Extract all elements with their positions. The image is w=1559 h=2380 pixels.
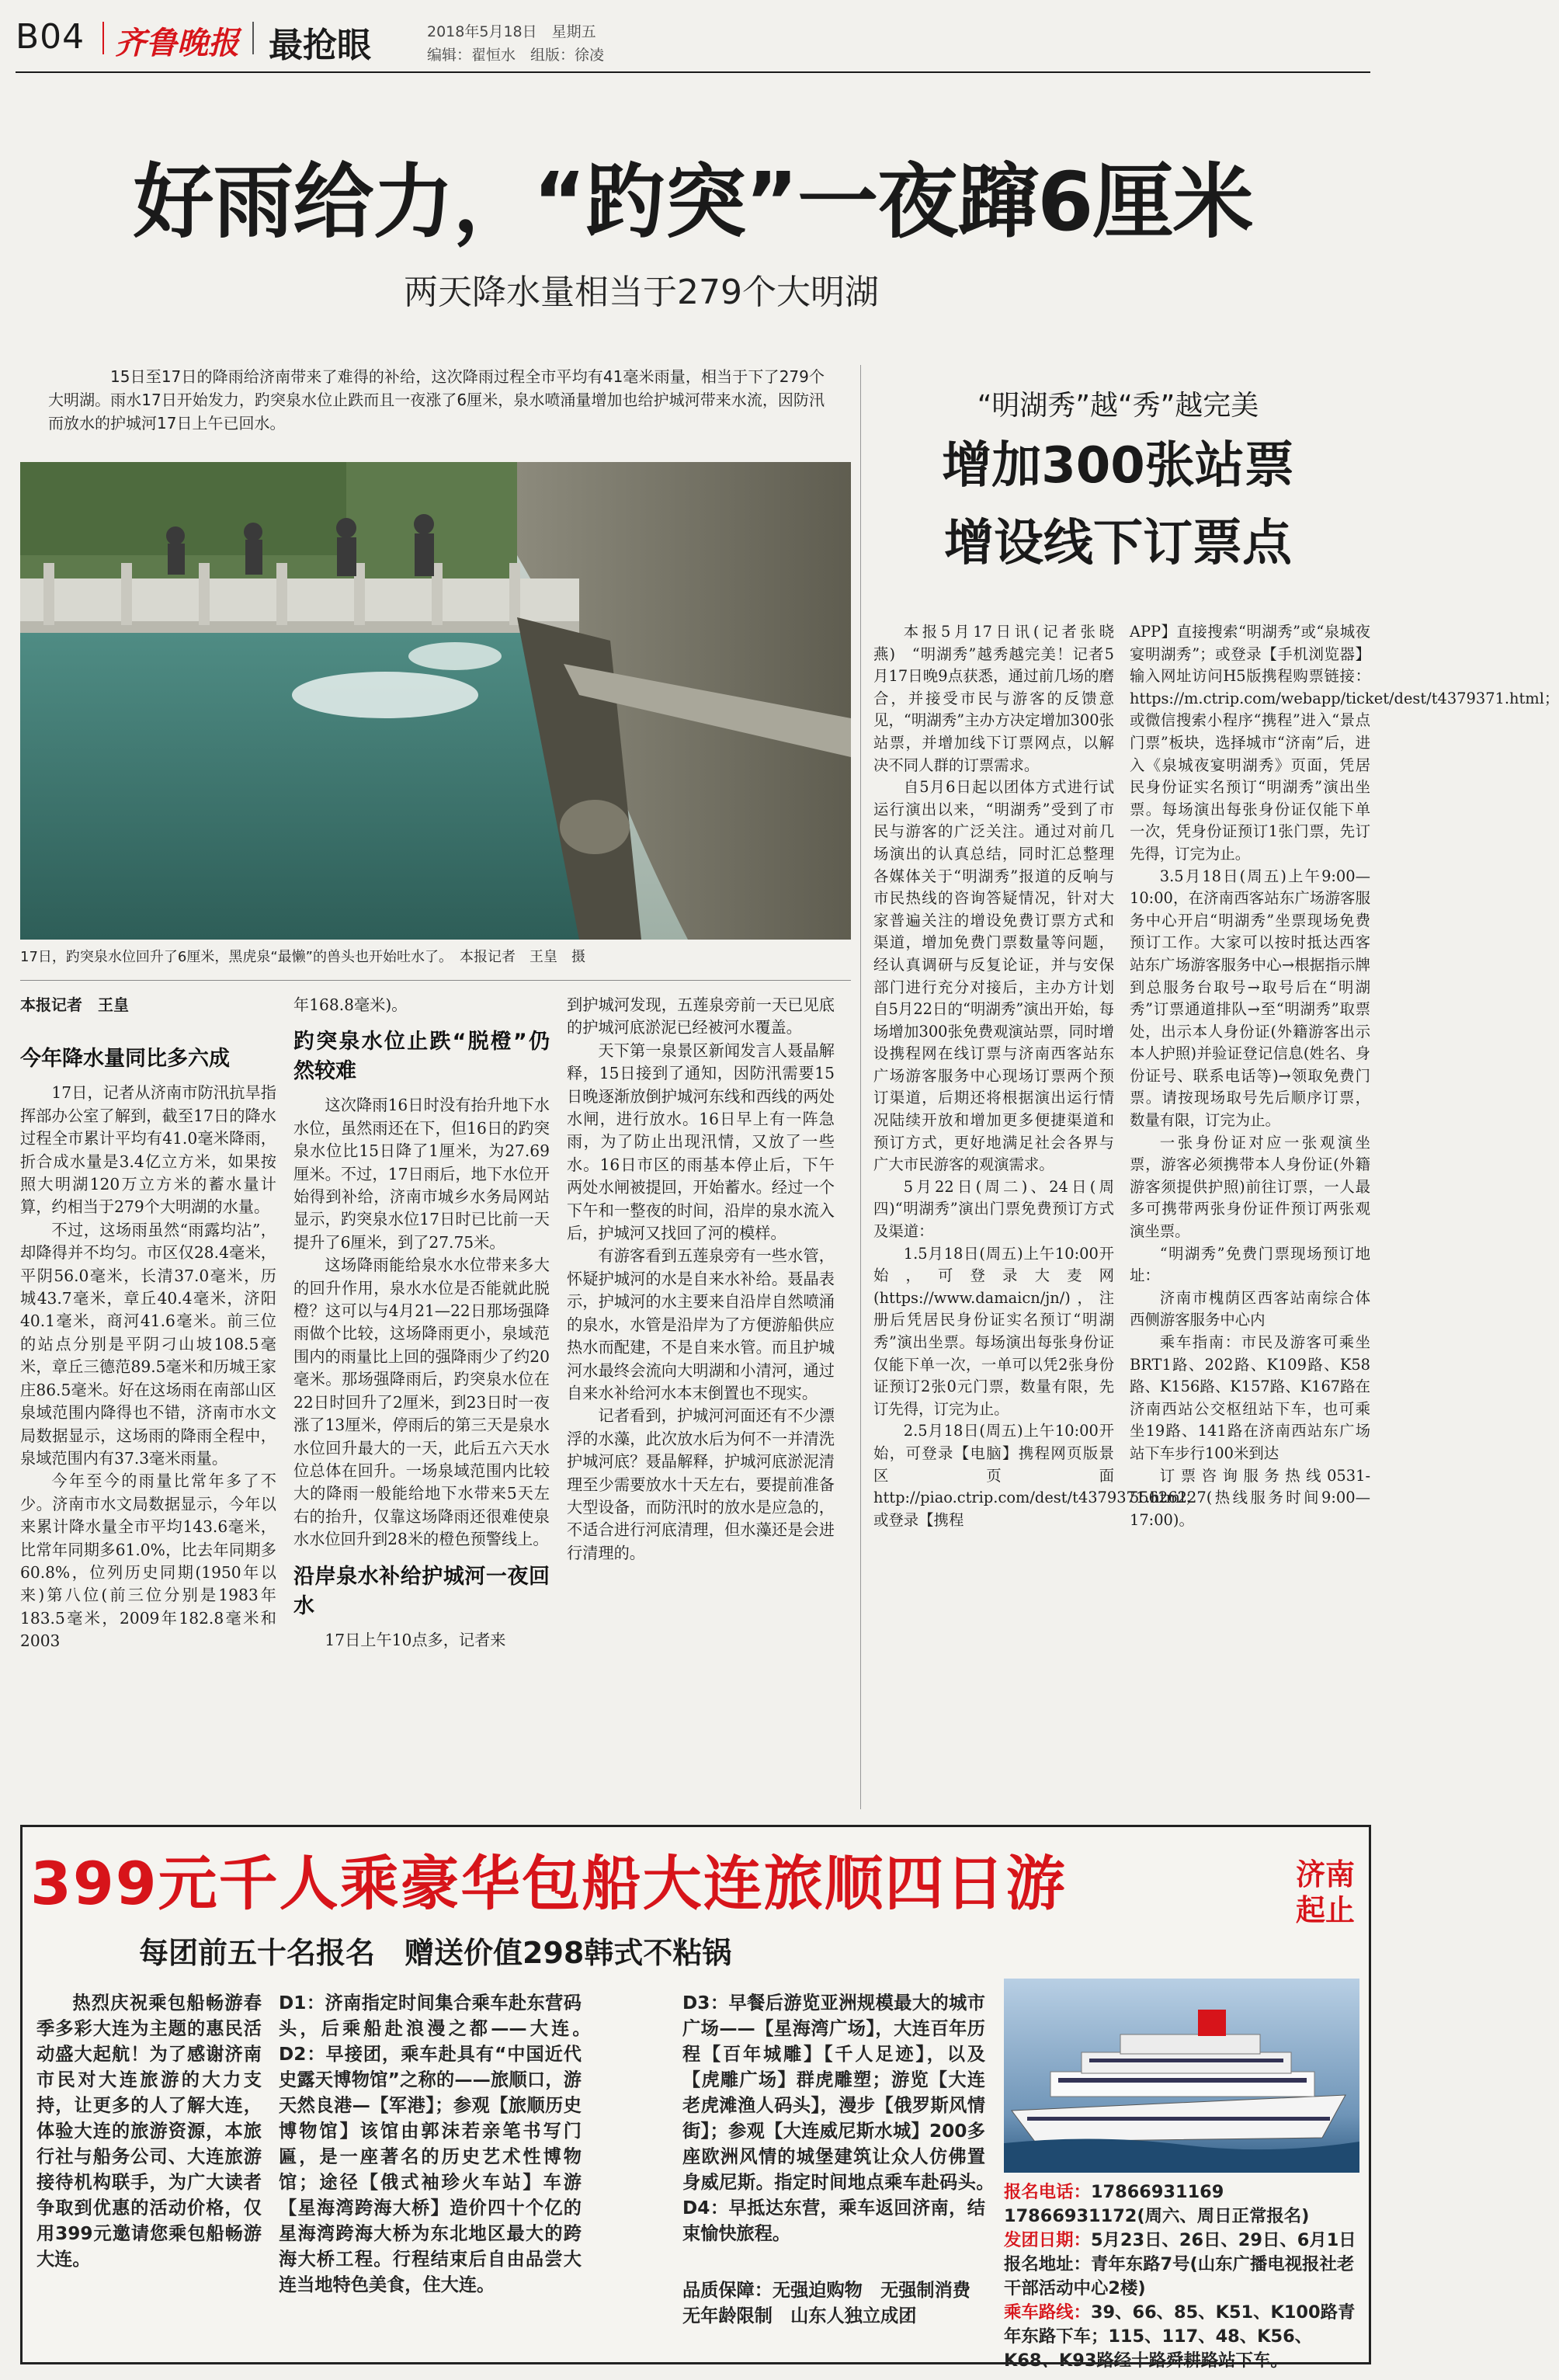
cruise-ship-icon	[1004, 1979, 1359, 2173]
address-value: 青年东路7号(山东广播电视报社老干部活动中心2楼)	[1004, 2254, 1355, 2298]
depart-value: 5月23日、26日、29日、6月1日	[1090, 2230, 1356, 2250]
ad-itinerary-1: D1：济南指定时间集合乘车赴东营码头，后乘船赴浪漫之都——大连。 D2：早接团，乘车赴具有“中国近代史露天博物馆”之称的——旅顺口，游天然良港—【军港】；参观【旅顺历史博物馆】该馆由郭沫若亲笔书写门匾，是一座著名的历史艺术性博物馆；途径【俄式袖珍火车站】车游【星海湾跨海大桥】造价四十个亿的星海湾跨海大桥为东北地区最大的跨海大桥工程。行程结束后自由品尝大连当地特色美食，住大连。	[279, 1993, 600, 2295]
spring-photo-illustration	[20, 462, 851, 940]
col2-paragraph-3: 17日上午10点多，记者来	[325, 1630, 506, 1649]
main-headline: 好雨给力，“趵突”一夜蹿6厘米	[133, 155, 1253, 249]
section-title: 最抢眼	[269, 26, 371, 65]
side-a-paragraph-1: 本报5月17日讯(记者张晓燕) “明湖秀”越秀越完美！记者5月17日晚9点获悉，通过前几场的磨合，并接受市民与游客的反馈意见，“明湖秀”主办方决定增加300张站票，并增加线下订票网点，以解决不同人群的订票需求。	[873, 623, 1114, 774]
main-subhead: 两天降水量相当于279个大明湖	[404, 273, 879, 312]
side-headline-2: 增设线下订票点	[944, 515, 1292, 572]
cruise-ship-image	[1004, 1979, 1359, 2173]
ad-origin-bottom: 起止	[1296, 1893, 1356, 1927]
col3-paragraph-3: 有游客看到五莲泉旁有一些水管，怀疑护城河的水是自来水补给。聂晶表示，护城河的水主要来自沿岸自然喷涌的泉水，水管是沿岸为了方便游船供应热水而配建，不是自来水管。而且护城河水最终会流向大明湖和小清河，通过自来水补给河水本末倒置也不现实。	[567, 1246, 835, 1402]
side-kicker: “明湖秀”越“秀”越完美	[977, 390, 1259, 422]
side-b-paragraph-6: 乘车指南：市民及游客可乘坐BRT1路、202路、K109路、K58路、K156路、K157路、K167路在济南西站公交枢纽站下车，也可乘坐19路、141路在济南西站东广场站下车步行100米到达	[1130, 1333, 1370, 1462]
phone-value: 17866931169 17866931172(周六、周日正常报名)	[1004, 2182, 1310, 2226]
side-b-paragraph-2: 3.5月18日(周五)上午9:00—10:00，在济南西客站东广场游客服务中心开启“明湖秀”坐票现场免费预订工作。大家可以按时抵达西客站东广场游客服务中心→根据指示牌到总服务台取号→取号后在“明湖秀”订票通道排队→至“明湖秀”取票处，出示本人身份证(外籍游客出示本人护照)并验证登记信息(姓名、身份证号、联系电话等)→领取免费门票。请按现场取号先后顺序订票，数量有限，订完为止。	[1130, 867, 1370, 1130]
page-number: B04	[16, 17, 85, 57]
side-headline-1: 增加300张站票	[942, 437, 1294, 495]
main-photo	[20, 462, 851, 940]
address-label: 报名地址：	[1004, 2254, 1091, 2274]
col2-paragraph-0: 年168.8毫米)。	[293, 995, 408, 1014]
editors-credit: 编辑：翟恒水 组版：徐凌	[427, 47, 605, 64]
main-column-3	[567, 994, 835, 1565]
side-story-divider	[860, 365, 861, 1809]
col1-paragraph-1: 17日，记者从济南市防汛抗旱指挥部办公室了解到，截至17日的降水过程全市累计平均有41.0毫米降雨，折合成水量是3.4亿立方米，如果按照大明湖120万立方米的蓄水量计算，约相当于279个大明湖的水量。	[20, 1083, 276, 1217]
ad-itinerary-2: D3：早餐后游览亚洲规模最大的城市广场——【星海湾广场】，大连百年历程【百年城雕】【千人足迹】，以及【虎雕广场】群虎雕塑；游览【大连老虎滩渔人码头】，漫步【俄罗斯风情街】；参观【大连威尼斯水城】200多座欧洲风情的城堡建筑让众人仿佛置身威尼斯。指定时间地点乘车赴码头。 D4：早抵达东营，乘车返回济南，结束愉快旅程。	[682, 1993, 1004, 2244]
side-column-b	[1130, 621, 1559, 1531]
side-b-paragraph-4: “明湖秀”免费门票现场预订地址：	[1130, 1244, 1370, 1285]
col1-paragraph-3: 今年至今的雨量比常年多了不少。济南市水文局数据显示，今年以来累计降水量全市平均143.6毫米，比常年同期多61.0%，比去年同期多60.8%，位列历史同期(1950年以来)第八位(前三位分别是1983年183.5毫米，2009年182.8毫米和2003	[20, 1471, 276, 1651]
side-b-paragraph-7: 订票咨询服务热线0531-55626227(热线服务时间9:00—17:00)。	[1130, 1466, 1370, 1529]
depart-label: 发团日期：	[1004, 2230, 1091, 2250]
col3-paragraph-1: 到护城河发现，五莲泉旁前一天已见底的护城河底淤泥已经被河水覆盖。	[567, 995, 835, 1037]
lead-paragraph: 15日至17日的降雨给济南带来了难得的补给，这次降雨过程全市平均有41毫米雨量，相当于下了279个大明湖。雨水17日开始发力，趵突泉水位止跌而且一夜涨了6厘米，泉水喷涌量增加也给护城河带来水流，因防汛而放水的护城河17日上午已回水。	[48, 367, 825, 433]
ad-contact-block	[1004, 2180, 1365, 2373]
travel-advertisement	[20, 1825, 1371, 2371]
newspaper-logo: 齐鲁晚报	[115, 25, 239, 61]
side-a-paragraph-5: 2.5月18日(周五)上午10:00开始，可登录【电脑】携程网页版景区页面http://piao.ctrip.com/dest/t4379371.html；或登录【携程	[873, 1422, 1200, 1529]
ad-guarantee: 品质保障：无强迫购物 无强制消费 无年龄限制 山东人独立成团	[682, 2280, 989, 2326]
ad-intro: 热烈庆祝乘包船畅游春季多彩大连为主题的惠民活动盛大起航！为了感谢济南市民对大连旅游的大力支持，让更多的人了解大连，体验大连的旅游资源，本旅行社与船务公司、大连旅游接待机构联手，为广大读者争取到优惠的活动价格，仅用399元邀请您乘包船畅游大连。	[36, 1993, 262, 2270]
issue-date: 2018年5月18日 星期五	[427, 23, 596, 40]
bus-label: 乘车路线：	[1004, 2302, 1091, 2323]
photo-caption: 17日，趵突泉水位回升了6厘米，黑虎泉“最懒”的兽头也开始吐水了。 本报记者 王皇 摄	[20, 949, 586, 965]
main-column-2	[293, 994, 550, 1652]
col3-paragraph-2: 天下第一泉景区新闻发言人聂晶解释，15日接到了通知，因防汛需要15日晚逐渐放倒护城河东线和西线的两处水闸，进行放水。16日早上有一阵急雨，为了防止出现汛情，又放了一些水。16日市区的雨基本停止后，下午两处水闸被提回，开始蓄水。经过一个下午和一整夜的时间，沿岸的泉水流入后，护城河又找回了河的模样。	[567, 1041, 835, 1243]
article-top-rule	[20, 980, 851, 981]
ad-origin-top: 济南	[1296, 1857, 1356, 1892]
ad-title: 399元千人乘豪华包船大连旅顺四日游	[30, 1849, 1067, 1918]
side-a-paragraph-3: 5月22日(周二)、24日(周四)“明湖秀”演出门票免费预订方式及渠道：	[873, 1177, 1114, 1241]
subhead-rainfall: 今年降水量同比多六成	[20, 1047, 230, 1072]
side-b-paragraph-3: 一张身份证对应一张观演坐票，游客必须携带本人身份证(外籍游客须提供护照)前往订票，一人最多可携带两张身份证件预订两张观演坐票。	[1130, 1133, 1370, 1241]
main-column-1	[20, 994, 276, 1653]
col2-paragraph-1: 这次降雨16日时没有抬升地下水水位，虽然雨还在下，但16日的趵突泉水位比15日降了1厘米，为27.69厘米。不过，17日雨后，地下水位开始得到补给，济南市城乡水务局网站显示，趵突泉水位17日时已比前一天提升了6厘米，到了27.75米。	[293, 1096, 550, 1252]
col3-paragraph-4: 记者看到，护城河河面还有不少漂浮的水藻，此次放水后为何不一并清洗护城河底？聂晶解释，护城河底淤泥清理至少需要放水十天左右，要提前准备大型设备，而防汛时的放水是应急的，不适合进行河底清理，但水藻还是会进行清理的。	[567, 1406, 835, 1562]
masthead-divider-2	[252, 22, 254, 54]
masthead-rule	[16, 71, 1370, 73]
masthead-divider	[102, 22, 104, 54]
col1-paragraph-2: 不过，这场雨虽然“雨露均沾”，却降得并不均匀。市区仅28.4毫米，平阴56.0毫米，长清37.0毫米，历城43.7毫米，章丘40.4毫米，济阳40.1毫米，商河41.6毫米。前三位的站点分别是平阴刁山坡108.5毫米，章丘三德范89.5毫米和历城王家庄86.5毫米。好在这场雨在南部山区泉域范围内降得也不错，济南市水文局数据显示，这场雨的降雨全程中，泉域范围内有37.3毫米雨量。	[20, 1220, 276, 1468]
side-a-paragraph-2: 自5月6日起以团体方式进行试运行演出以来，“明湖秀”受到了市民与游客的广泛关注。通过对前几场演出的认真总结，同时汇总整理各媒体关于“明湖秀”报道的反响与市民热线的咨询答疑情况，针对大家普遍关注的增设免费订票方式和渠道，增加免费门票数量等问题，经认真调研与反复论证，并与安保部门进行充分对接后，主办方计划自5月22日的“明湖秀”演出开始，每场增加300张免费观演站票，同时增设携程网在线订票与济南西客站东广场游客服务中心现场订票两个预订渠道，后期还将根据演出运行情况陆续开放和增加更多便捷渠道和预订方式，更好地满足社会各界与广大市民游客的观演需求。	[873, 778, 1114, 1174]
subhead-moat: 沿岸泉水补给护城河一夜回水	[293, 1564, 550, 1618]
masthead	[16, 14, 1370, 68]
side-b-paragraph-5: 济南市槐荫区西客站南综合体西侧游客服务中心内	[1130, 1288, 1370, 1329]
bus-value: 39、66、85、K51、K100路青年东路下车；115、117、48、K56、K68、K93路经十路舜耕路站下车。	[1004, 2302, 1356, 2371]
byline: 本报记者 王皇	[20, 995, 129, 1014]
side-b-paragraph-1: APP】直接搜索“明湖秀”或“泉城夜宴明湖秀”；或登录【手机浏览器】输入网址访问H5版携程购票链接：https://m.ctrip.com/webapp/ticket/dest/t4379371.html；或微信搜索小程序“携程”进入“景点门票”板块，选择城市“济南”后，进入《泉城夜宴明湖秀》页面，凭居民身份证实名预订“明湖秀”演出坐票。每场演出每张身份证仅能下单一次，凭身份证预订1张门票，先订先得，订完为止。	[1130, 623, 1559, 863]
side-column-a	[873, 621, 1200, 1531]
side-a-paragraph-4: 1.5月18日(周五)上午10:00开始，可登录大麦网(https://www.damaicn/jn/)，注册后凭居民身份证实名预订“明湖秀”演出坐票。每场演出每张身份证仅能下单一次，一单可以凭2张身份证预订2张0元门票，数量有限，先订先得，订完为止。	[873, 1244, 1114, 1418]
phone-label: 报名电话：	[1004, 2182, 1091, 2202]
col2-paragraph-2: 这场降雨能给泉水水位带来多大的回升作用，泉水水位是否能就此脱橙？这可以与4月21—22日那场强降雨做个比较，这场降雨更小，泉域范围内的雨量比上回的强降雨少了约20毫米。那场强降雨后，趵突泉水位在22日时回升了2厘米，到23日时一夜涨了13厘米，停雨后的第三天是泉水水位回升最大的一天，此后五六天水位总体在回升。一场泉域范围内比较大的降雨一般能给地下水带来5天左右的抬升，仅靠这场降雨还很难使泉水水位回升到28米的橙色预警线上。	[293, 1256, 550, 1549]
subhead-water-level: 趵突泉水位止跌“脱橙”仍然较难	[293, 1030, 550, 1084]
ad-subtitle: 每团前五十名报名 赠送价值298韩式不粘锅	[139, 1936, 732, 1970]
